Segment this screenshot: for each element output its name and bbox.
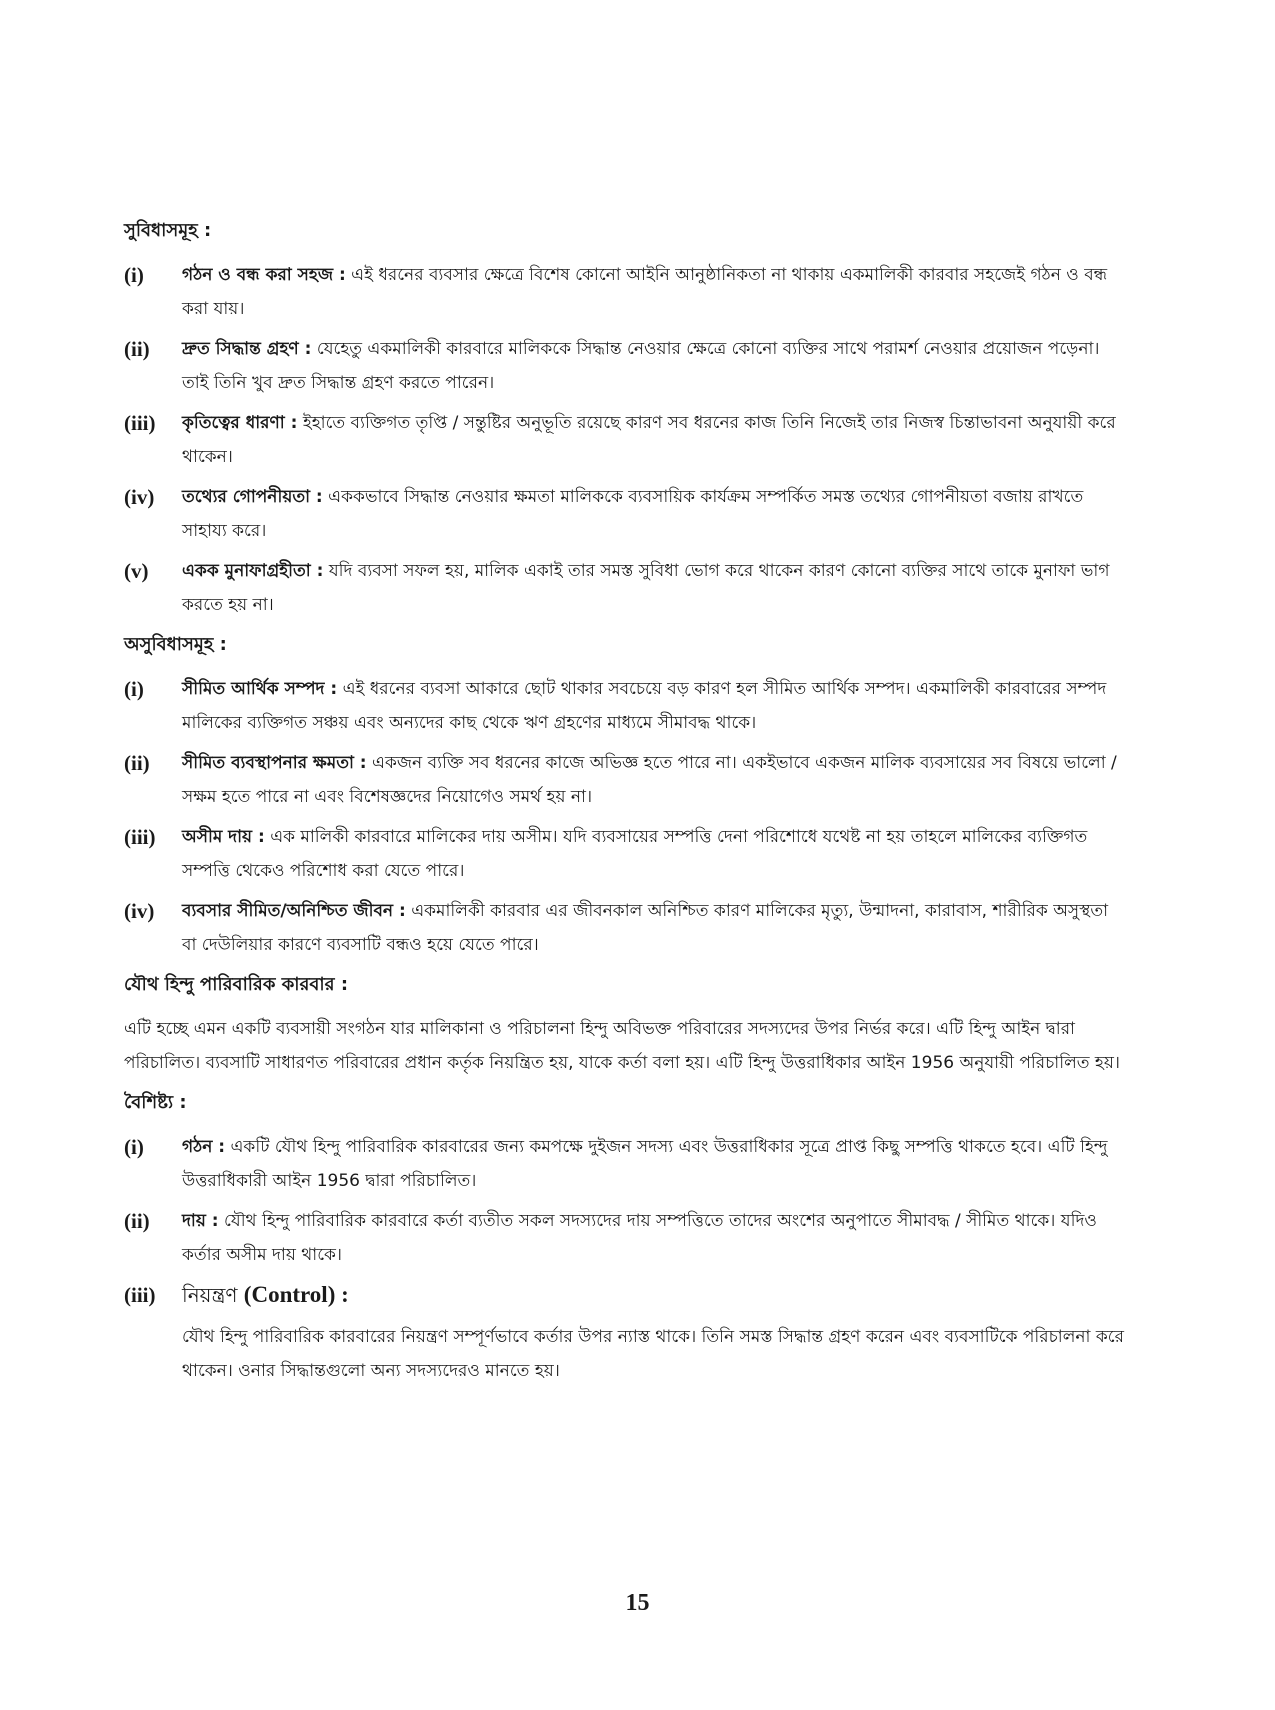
item-number: (iii) — [124, 825, 156, 849]
item-number: (iv) — [124, 899, 155, 923]
item-number: (iv) — [124, 485, 155, 509]
item-number: (i) — [124, 677, 144, 701]
advantage-item — [124, 332, 1124, 400]
item-term: দ্রুত সিদ্ধান্ত গ্রহণ : — [182, 339, 312, 359]
item-text: একটি যৌথ হিন্দু পারিবারিক কারবারের জন্য কমপক্ষে দুইজন সদস্য এবং উত্তরাধিকার সূত্রে প্রাপ্ত কিছু সম্পত্তি থাকতে হবে। এটি হিন্দু উত্তরাধিকারী আইন 1956 দ্বারা পরিচালিত। — [182, 1137, 1108, 1191]
item-text: এককভাবে সিদ্ধান্ত নেওয়ার ক্ষমতা মালিককে ব্যবসায়িক কার্যক্রম সম্পর্কিত সমস্ত তথ্যের গোপনীয়তা বজায় রাখতে সাহায্য করে। — [182, 487, 1084, 541]
advantage-item — [124, 554, 1124, 622]
control-title-bn: নিয়ন্ত্রণ — [182, 1283, 238, 1307]
advantage-item — [124, 480, 1124, 548]
item-text: যদি ব্যবসা সফল হয়, মালিক একাই তার সমস্ত সুবিধা ভোগ করে থাকেন কারণ কোনো ব্যক্তির সাথে তাকে মুনাফা ভাগ করতে হয় না। — [182, 561, 1110, 615]
advantages-heading: সুবিধাসমূহ : — [124, 220, 212, 241]
jhf-heading: যৌথ হিন্দু পারিবারিক কারবার : — [124, 974, 349, 995]
item-text: একমালিকী কারবার এর জীবনকাল অনিশ্চিত কারণ মালিকের মৃত্যু, উন্মাদনা, কারাবাস, শারীরিক অসুস্থতা বা দেউলিয়ার কারণে ব্যবসাটি বন্ধও হয়ে যেতে পারে। — [182, 901, 1109, 955]
disadvantage-item — [124, 746, 1124, 814]
jhf-paragraph: এটি হচ্ছে এমন একটি ব্যবসায়ী সংগঠন যার মালিকানা ও পরিচালনা হিন্দু অবিভক্ত পরিবারের সদস্যদের উপর নির্ভর করে। এটি হিন্দু আইন দ্বারা পরিচালিত। ব্যবসাটি সাধারণত পরিবারের প্রধান কর্তৃক নিয়ন্ত্রিত হয়, যাকে কর্তা বলা হয়। এটি হিন্দু উত্তরাধিকার আইন 1956 অনুযায়ী পরিচালিত হয়। — [124, 1019, 1120, 1073]
item-text: এই ধরনের ব্যবসার ক্ষেত্রে বিশেষ কোনো আইনি আনুষ্ঠানিকতা না থাকায় একমালিকী কারবার সহজেই গঠন ও বন্ধ করা যায়। — [182, 265, 1108, 319]
item-text: যৌথ হিন্দু পারিবারিক কারবারে কর্তা ব্যতীত সকল সদস্যদের দায় সম্পত্তিতে তাদের অংশের অনুপাতে সীমাবদ্ধ / সীমিত থাকে। যদিও কর্তার অসীম দায় থাকে। — [182, 1211, 1097, 1265]
item-text: এই ধরনের ব্যবসা আকারে ছোট থাকার সবচেয়ে বড় কারণ হল সীমিত আর্থিক সম্পদ। একমালিকী কারবারের সম্পদ মালিকের ব্যক্তিগত সঞ্চয় এবং অন্যদের কাছ থেকে ঋণ গ্রহণের মাধ্যমে সীমাবদ্ধ থাকে। — [182, 679, 1107, 733]
item-term: গঠন ও বন্ধ করা সহজ : — [182, 265, 346, 285]
control-title-en: (Control) : — [243, 1282, 349, 1307]
page-number: 15 — [625, 1590, 650, 1616]
disadvantage-item — [124, 672, 1124, 740]
item-term: তথ্যের গোপনীয়তা : — [182, 487, 323, 507]
item-number: (i) — [124, 263, 144, 287]
item-number: (v) — [124, 559, 149, 583]
features-heading: বৈশিষ্ট্য : — [124, 1092, 187, 1113]
item-number: (i) — [124, 1135, 144, 1159]
item-number: (ii) — [124, 751, 150, 775]
control-text: যৌথ হিন্দু পারিবারিক কারবারের নিয়ন্ত্রণ সম্পূর্ণভাবে কর্তার উপর ন্যাস্ত থাকে। তিনি সমস্ত সিদ্ধান্ত গ্রহণ করেন এবং ব্যবসাটিকে পরিচালনা করে থাকেন। ওনার সিদ্ধান্তগুলো অন্য সদস্যদেরও মানতে হয়। — [182, 1327, 1124, 1381]
advantage-item — [124, 258, 1124, 326]
document-page — [124, 218, 1124, 1388]
item-number: (iii) — [124, 411, 156, 435]
item-text: এক মালিকী কারবারে মালিকের দায় অসীম। যদি ব্যবসায়ের সম্পত্তি দেনা পরিশোধে যথেষ্ট না হয় তাহলে মালিকের ব্যক্তিগত সম্পত্তি থেকেও পরিশোধ করা যেতে পারে। — [182, 827, 1088, 881]
item-text: ইহাতে ব্যক্তিগত তৃপ্তি / সন্তুষ্টির অনুভূতি রয়েছে কারণ সব ধরনের কাজ তিনি নিজেই তার নিজস্ব চিন্তাভাবনা অনুযায়ী করে থাকেন। — [182, 413, 1116, 467]
control-heading — [124, 1278, 1124, 1312]
feature-item — [124, 1130, 1124, 1198]
item-text: একজন ব্যক্তি সব ধরনের কাজে অভিজ্ঞ হতে পারে না। একইভাবে একজন মালিক ব্যবসায়ের সব বিষয়ে ভালো / সক্ষম হতে পারে না এবং বিশেষজ্ঞদের নিয়োগেও সমর্থ হয় না। — [182, 753, 1117, 807]
disadvantages-heading: অসুবিধাসমূহ : — [124, 634, 227, 655]
item-number: (ii) — [124, 1209, 150, 1233]
advantage-item — [124, 406, 1124, 474]
item-term: ব্যবসার সীমিত/অনিশ্চিত জীবন : — [182, 901, 406, 921]
item-term: সীমিত আর্থিক সম্পদ : — [182, 679, 338, 699]
disadvantage-item — [124, 820, 1124, 888]
item-text: যেহেতু একমালিকী কারবারে মালিককে সিদ্ধান্ত নেওয়ার ক্ষেত্রে কোনো ব্যক্তির সাথে পরামর্শ নেওয়ার প্রয়োজন পড়েনা। তাই তিনি খুব দ্রুত সিদ্ধান্ত গ্রহণ করতে পারেন। — [182, 339, 1100, 393]
item-term: অসীম দায় : — [182, 827, 265, 847]
item-term: গঠন : — [182, 1137, 226, 1157]
item-term: কৃতিত্বের ধারণা : — [182, 413, 298, 433]
item-number: (ii) — [124, 337, 150, 361]
item-term: দায় : — [182, 1211, 219, 1231]
item-term: সীমিত ব্যবস্থাপনার ক্ষমতা : — [182, 753, 367, 773]
item-term: একক মুনাফাগ্রহীতা : — [182, 561, 324, 581]
item-number: (iii) — [124, 1283, 156, 1307]
disadvantage-item — [124, 894, 1124, 962]
feature-item — [124, 1204, 1124, 1272]
